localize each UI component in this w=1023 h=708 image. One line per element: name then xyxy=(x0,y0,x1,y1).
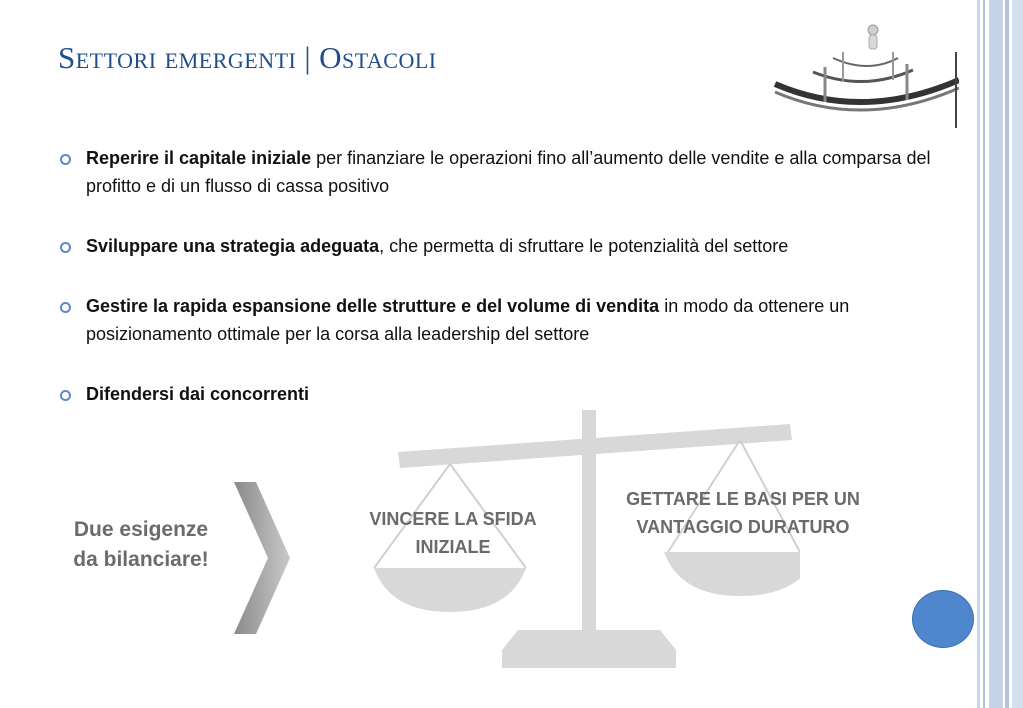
circle-bullet-icon xyxy=(60,390,71,401)
page-title xyxy=(58,40,437,76)
list-item xyxy=(58,144,958,200)
bullet-bold: Difendersi dai concorrenti xyxy=(86,384,310,404)
pan-label-line: INIZIALE xyxy=(415,537,491,557)
decorative-circle xyxy=(912,590,974,648)
circle-bullet-icon xyxy=(60,154,71,165)
bullet-text: per finanziare le operazioni fino all’aumento delle vendite e alla comparsa del profitto e di un flusso di cassa positivo xyxy=(86,148,931,196)
bullet-bold: Gestire la rapida espansione delle strutture e del volume di vendita xyxy=(86,296,660,316)
bullet-text: , che permetta di sfruttare le potenzialità del settore xyxy=(379,236,789,256)
right-pan-label xyxy=(612,485,874,541)
pan-label-line: VINCERE LA SFIDA xyxy=(369,509,537,529)
bullet-bold: Sviluppare una strategia adeguata xyxy=(86,236,380,256)
title-main: Settori emergenti xyxy=(58,40,297,75)
title-separator: | xyxy=(304,40,312,75)
title-sub: Ostacoli xyxy=(319,40,437,75)
pan-label-line: VANTAGGIO DURATURO xyxy=(636,517,850,537)
bullet-list xyxy=(58,144,958,440)
decorative-stripes xyxy=(977,0,1023,708)
list-item xyxy=(58,232,958,260)
left-pan-label xyxy=(358,505,548,561)
circle-bullet-icon xyxy=(60,302,71,313)
bullet-bold: Reperire il capitale iniziale xyxy=(86,148,312,168)
pan-label-line: GETTARE LE BASI PER UN xyxy=(626,489,860,509)
balance-caption xyxy=(56,515,226,575)
bullet-text: in modo da ottenere un posizionamento ottimale per la corsa alla leadership del settore xyxy=(86,296,850,344)
chevron-right-icon xyxy=(228,478,292,638)
circle-bullet-icon xyxy=(60,242,71,253)
caption-line: Due esigenze xyxy=(73,518,209,541)
list-item xyxy=(58,292,958,348)
caption-line: da bilanciare! xyxy=(73,548,209,571)
rope-bridge-figure-icon xyxy=(773,22,959,130)
